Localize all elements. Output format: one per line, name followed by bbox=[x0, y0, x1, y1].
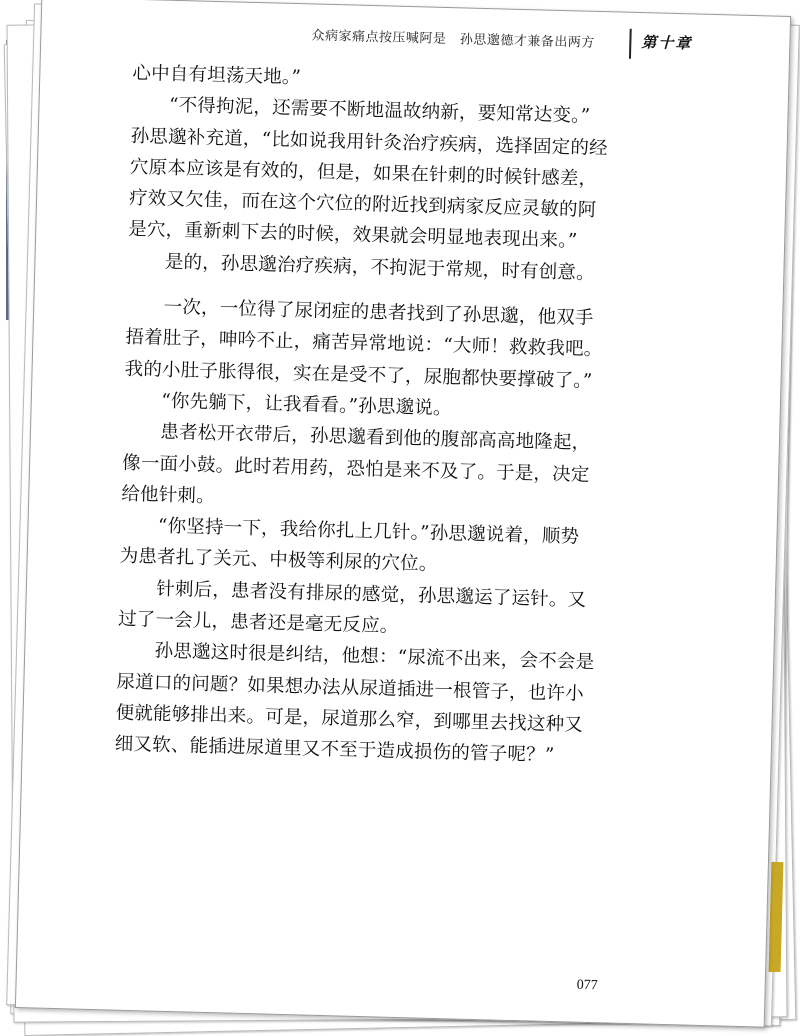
text-line: 疗效又欠佳，而在这个穴位的附近找到病家反应灵敏的阿 bbox=[128, 187, 597, 222]
chapter-label: 第十章 bbox=[641, 33, 693, 53]
text-line: 便就能够排出来。可是，尿道那么窄，到哪里去找这种又 bbox=[115, 702, 584, 736]
text-line: 细又软、能插进尿道里又不至于造成损伤的管子呢？” bbox=[114, 733, 555, 767]
text-line: 尿道口的问题？如果想办法从尿道插进一根管子，也许小 bbox=[116, 671, 585, 705]
text-line: 心中自有坦荡天地。” bbox=[132, 62, 302, 89]
text-line: 是穴，重新刺下去的时候，效果就会明显地表现出来。” bbox=[128, 219, 578, 252]
text-line: “不得拘泥，还需要不断地温故纳新，要知常达变。” bbox=[131, 94, 591, 128]
text-line: 穴原本应该是有效的，但是，如果在针刺的时候针感差， bbox=[129, 156, 598, 190]
body-text bbox=[114, 58, 662, 774]
text-line: 给他针刺。 bbox=[121, 483, 216, 507]
running-title: 众病家痛点按压喊阿是 孙思邈德才兼备出两方 bbox=[311, 28, 596, 51]
text-line: 是的，孙思邈治疗疾病，不拘泥于常规，时有创意。 bbox=[127, 250, 596, 284]
text-line: 过了一会儿，患者还是毫无反应。 bbox=[117, 608, 399, 637]
text-line: 孙思邈补充道，“比如说我用针灸治疗疾病，选择固定的经 bbox=[130, 125, 609, 159]
text-line: “你坚持一下，我给你扎上几针。”孙思邈说着，顺势 bbox=[120, 514, 580, 548]
text-line: 针刺后，患者没有排尿的感觉，孙思邈运了运针。又 bbox=[118, 577, 587, 611]
text-line: “你先躺下，让我看看。”孙思邈说。 bbox=[123, 389, 452, 420]
text-line: 为患者扎了关元、中极等利尿的穴位。 bbox=[119, 546, 438, 576]
text-line: 我的小肚子胀得很，实在是受不了，尿胞都快要撑破了。” bbox=[124, 358, 593, 392]
page-header bbox=[311, 18, 732, 69]
text-line: 孙思邈这时很是纠结，他想：“尿流不出来，会不会是 bbox=[117, 639, 595, 674]
book-page bbox=[15, 0, 791, 1028]
page-number: 077 bbox=[576, 977, 598, 994]
header-divider bbox=[629, 29, 632, 59]
text-line: 一次，一位得了尿闭症的患者找到了孙思邈，他双手 bbox=[126, 295, 594, 329]
text-line: 捂着肚子，呻吟不止，痛苦异常地说：“大师！救救我吧。 bbox=[125, 327, 603, 361]
text-line: 患者松开衣带后，孙思邈看到他的腹部高高地隆起， bbox=[122, 420, 591, 455]
text-line: 像一面小鼓。此时若用药，恐怕是来不及了。于是，决定 bbox=[121, 452, 590, 486]
